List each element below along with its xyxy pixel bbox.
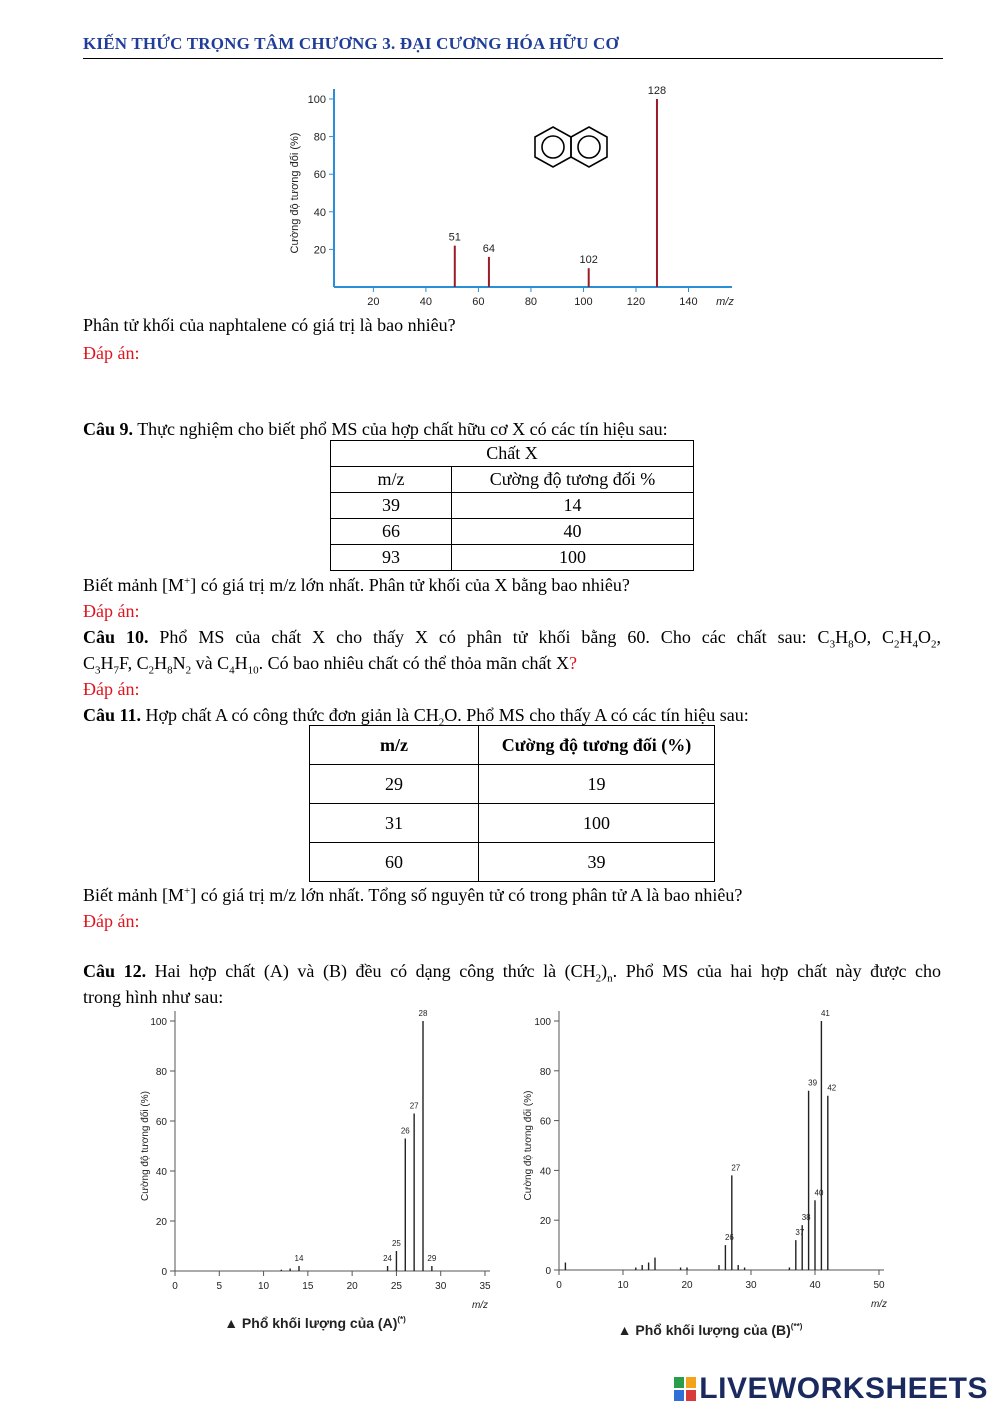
formula	[217, 653, 259, 677]
formula-symbol: C	[83, 653, 96, 673]
x-tick-label: 50	[873, 1280, 885, 1291]
peak-label: 64	[482, 242, 496, 255]
formula-symbol: F	[119, 653, 128, 673]
q11-sub: 2	[438, 716, 445, 729]
chart-title-sup: (**)	[790, 1322, 803, 1331]
q11-cell: 39	[479, 843, 715, 882]
y-tick-label: 40	[155, 1167, 167, 1178]
page-header: KIẾN THỨC TRỌNG TÂM CHƯƠNG 3. ĐẠI CƯƠNG HÓA HỮU CƠ	[83, 34, 943, 59]
q12-label: Câu 12.	[83, 961, 147, 981]
formula-symbol: C	[817, 627, 830, 647]
chart-title: ▲ Phổ khối lượng của (B)(**)	[617, 1322, 803, 1338]
q9-table-title: Chất X	[331, 441, 694, 467]
peak-label: 37	[795, 1228, 805, 1238]
y-tick-label: 0	[161, 1267, 167, 1278]
q9-cell: 14	[452, 493, 694, 519]
y-axis-label: Cường độ tương đối (%)	[523, 1090, 534, 1201]
formula-subscript: 4	[912, 638, 919, 651]
formula-symbol: H	[899, 627, 913, 647]
formula-symbol: O	[853, 627, 867, 647]
x-tick-label: 10	[617, 1280, 629, 1291]
table-row	[331, 493, 694, 519]
q11-col-mz: m/z	[310, 726, 479, 765]
q11-cell: 29	[310, 765, 479, 804]
q9-answer-label[interactable]: Đáp án:	[83, 601, 140, 621]
x-tick-label: 40	[419, 296, 433, 308]
q9-text	[83, 418, 668, 440]
x-tick-label: 15	[302, 1281, 314, 1292]
y-tick-label: 100	[150, 1017, 167, 1028]
q11-a: Hợp chất A có công thức đơn giản là CH	[141, 705, 439, 725]
peak-label: 128	[647, 85, 667, 97]
q12-c: . Phổ MS của hai hợp chất này được cho	[612, 961, 941, 981]
formula-subscript: 3	[95, 664, 101, 677]
formula	[136, 653, 192, 677]
q9-label: Câu 9.	[83, 419, 134, 439]
x-tick-label: 60	[472, 296, 485, 308]
sep: ,	[936, 627, 942, 647]
formula-symbol: H	[835, 627, 849, 647]
q11-text	[83, 704, 749, 729]
q10-line2	[83, 652, 578, 677]
y-tick-label: 100	[534, 1017, 551, 1028]
formula	[882, 627, 937, 651]
q10-label: Câu 10.	[83, 627, 149, 647]
y-tick-label: 20	[155, 1217, 167, 1228]
ms-chart-b	[515, 1005, 905, 1345]
formula	[817, 627, 867, 651]
q9-after-b: ] có giá trị m/z lớn nhất. Phân tử khối của X bằng bao nhiêu?	[190, 575, 630, 595]
x-tick-label: 120	[626, 296, 646, 308]
formula-subscript: 2	[931, 638, 937, 651]
x-tick-label: 20	[681, 1280, 693, 1291]
ms-chart-a	[130, 1005, 505, 1340]
q12-sub2: n	[607, 972, 613, 985]
peak-label: 102	[579, 254, 598, 267]
x-tick-label: 25	[390, 1281, 402, 1292]
brand-text: LIVEWORKSHEETS	[699, 1372, 988, 1405]
table-row	[310, 804, 715, 843]
x-tick-label: 35	[479, 1281, 491, 1292]
x-tick-label: 20	[367, 296, 380, 308]
y-tick-label: 0	[545, 1266, 551, 1277]
formula-symbol: C	[217, 653, 230, 673]
q11-sup: +	[184, 885, 191, 897]
y-tick-label: 40	[313, 206, 326, 219]
q9-cell: 93	[331, 545, 452, 571]
q11-after	[83, 884, 742, 906]
sep: ,	[866, 627, 883, 647]
y-axis-label: Cường độ tương đối (%)	[289, 132, 301, 254]
q10-qmark: ?	[569, 653, 578, 673]
peak-label: 26	[724, 1233, 734, 1243]
x-axis-label: m/z	[870, 1299, 888, 1310]
formula-subscript: 2	[894, 638, 900, 651]
table-row	[331, 545, 694, 571]
table-row	[331, 519, 694, 545]
formula-symbol: C	[136, 653, 149, 673]
peak-label: 29	[427, 1254, 437, 1263]
y-tick-label: 60	[155, 1117, 167, 1128]
peak-label: 27	[731, 1163, 741, 1173]
q12-line1	[83, 960, 941, 985]
naphthalene-structure-icon	[535, 127, 607, 167]
y-tick-label: 80	[155, 1067, 167, 1078]
q11-b: O. Phổ MS cho thấy A có các tín hiệu sau:	[444, 705, 749, 725]
x-tick-label: 30	[435, 1281, 447, 1292]
formula-subscript: 7	[113, 664, 120, 677]
peak-label: 42	[827, 1083, 837, 1093]
y-axis-label: Cường độ tương đối (%)	[140, 1091, 151, 1201]
q12-b: )	[601, 961, 608, 981]
y-tick-label: 80	[313, 131, 326, 144]
chart-title: ▲ Phổ khối lượng của (A)(*)	[224, 1315, 406, 1331]
formula-subscript: 8	[848, 638, 854, 651]
peak-label: 26	[400, 1126, 410, 1136]
q11-col-intensity: Cường độ tương đối (%)	[479, 726, 715, 765]
q9-cell: 39	[331, 493, 452, 519]
x-tick-label: 10	[258, 1281, 270, 1292]
formula-symbol: H	[100, 653, 114, 673]
x-axis-label: m/z	[471, 1300, 489, 1311]
q9-cell: 100	[452, 545, 694, 571]
naph-question: Phân tử khối của naphtalene có giá trị là bao nhiêu?	[83, 315, 456, 335]
formula-symbol: C	[882, 627, 895, 647]
q9-table	[330, 440, 694, 571]
q9-body: Thực nghiệm cho biết phổ MS của hợp chất hữu cơ X có các tín hiệu sau:	[133, 419, 668, 439]
naph-answer-label[interactable]: Đáp án:	[83, 343, 140, 363]
formula-symbol: O	[918, 627, 932, 647]
x-tick-label: 100	[574, 296, 593, 308]
peak-label: 41	[820, 1009, 830, 1018]
q11-after-a: Biết mảnh [M	[83, 885, 184, 905]
q9-sup: +	[184, 575, 191, 587]
liveworksheets-logo	[674, 1372, 988, 1406]
x-axis-label: m/z	[716, 296, 734, 308]
peak-label: 38	[801, 1213, 811, 1223]
and: và	[191, 653, 218, 673]
peak-label: 51	[448, 231, 461, 244]
table-row	[310, 843, 715, 882]
sep: ,	[127, 653, 137, 673]
x-tick-label: 20	[346, 1281, 358, 1292]
q11-table	[309, 725, 715, 882]
y-tick-label: 20	[539, 1216, 551, 1228]
q12-line2: trong hình như sau:	[83, 987, 224, 1007]
q11-cell: 31	[310, 804, 479, 843]
q11-cell: 19	[479, 765, 715, 804]
y-tick-label: 20	[313, 244, 326, 257]
q12-a: Hai hợp chất (A) và (B) đều có dạng công thức là (CH	[146, 961, 596, 981]
y-tick-label: 40	[539, 1166, 551, 1178]
peak-label: 27	[409, 1101, 419, 1111]
x-tick-label: 5	[216, 1281, 223, 1292]
formula-subscript: 10	[247, 664, 259, 677]
y-tick-label: 60	[313, 169, 326, 182]
formula-subscript: 2	[148, 664, 155, 677]
y-tick-label: 60	[539, 1116, 551, 1128]
formula-symbol: H	[234, 653, 248, 673]
formula-subscript: 4	[229, 664, 235, 677]
formula-subscript: 8	[167, 664, 173, 677]
peak-label: 24	[383, 1254, 393, 1263]
q9-after	[83, 574, 630, 596]
q10-end: . Có bao nhiêu chất có thể thỏa mãn chất X	[258, 653, 570, 673]
liveworksheets-icon	[674, 1375, 696, 1399]
peak-label: 39	[808, 1078, 818, 1088]
naphthalene-ms-chart	[280, 75, 750, 310]
formula-symbol: N	[172, 653, 186, 673]
chart-title-sup: (*)	[397, 1315, 406, 1324]
x-tick-label: 140	[679, 296, 698, 308]
formula-subscript: 3	[829, 638, 836, 651]
q12-sub1: 2	[595, 972, 602, 985]
peak-label: 28	[418, 1009, 428, 1018]
q10-body: Phổ MS của chất X cho thấy X có phân tử khối bằng 60. Cho các chất sau:	[148, 627, 807, 647]
q9-after-a: Biết mảnh [M	[83, 575, 184, 595]
y-tick-label: 80	[539, 1066, 551, 1078]
x-tick-label: 40	[809, 1280, 821, 1291]
x-tick-label: 0	[556, 1280, 562, 1291]
q10-answer-label[interactable]: Đáp án:	[83, 679, 140, 699]
q9-col-intensity: Cường độ tương đối %	[452, 467, 694, 493]
q11-label: Câu 11.	[83, 705, 142, 725]
q9-cell: 66	[331, 519, 452, 545]
formula	[83, 653, 128, 677]
x-tick-label: 80	[524, 296, 538, 308]
x-tick-label: 0	[172, 1281, 178, 1292]
q9-col-mz: m/z	[331, 467, 452, 493]
peak-label: 25	[391, 1239, 401, 1248]
peak-label: 40	[814, 1188, 824, 1198]
formula-subscript: 2	[185, 664, 192, 677]
q11-cell: 100	[479, 804, 715, 843]
formula-symbol: H	[154, 653, 168, 673]
x-tick-label: 30	[745, 1280, 757, 1291]
peak-label: 14	[294, 1254, 304, 1263]
q10-line1	[83, 626, 942, 651]
q11-cell: 60	[310, 843, 479, 882]
q11-answer-label[interactable]: Đáp án:	[83, 911, 140, 931]
q9-cell: 40	[452, 519, 694, 545]
q11-after-b: ] có giá trị m/z lớn nhất. Tổng số nguyên tử có trong phân tử A là bao nhiêu?	[190, 885, 743, 905]
y-tick-label: 100	[307, 94, 326, 106]
table-row	[310, 765, 715, 804]
